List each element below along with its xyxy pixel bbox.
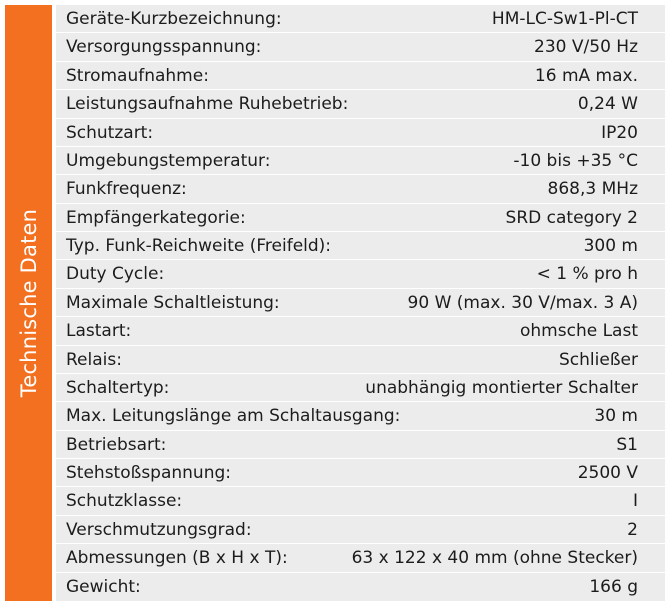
- spec-label: Versorgungsspannung:: [66, 37, 262, 58]
- spec-value: 0,24 W: [577, 94, 638, 115]
- spec-label: Funkfrequenz:: [66, 179, 187, 200]
- table-row: [56, 459, 665, 487]
- spec-value: 2500 V: [577, 463, 638, 484]
- spec-value: SRD category 2: [505, 207, 638, 228]
- table-row: [56, 232, 665, 260]
- spec-label: Schutzart:: [66, 122, 154, 143]
- spec-label: Lastart:: [66, 321, 132, 342]
- spec-value: 300 m: [583, 236, 638, 257]
- spec-value: 2: [627, 519, 638, 540]
- spec-value: -10 bis +35 °C: [513, 150, 638, 171]
- section-title: Technische Daten: [16, 208, 41, 398]
- table-row: [56, 175, 665, 203]
- spec-value: 230 V/50 Hz: [534, 37, 638, 58]
- spec-value: 166 g: [589, 576, 638, 597]
- spec-value: 868,3 MHz: [547, 179, 638, 200]
- table-row: [56, 544, 665, 572]
- spec-label: Maximale Schaltleistung:: [66, 292, 280, 313]
- table-row: [56, 289, 665, 317]
- table-row: [56, 573, 665, 601]
- spec-label: Max. Leitungslänge am Schaltausgang:: [66, 406, 401, 427]
- spec-value: S1: [616, 434, 638, 455]
- spec-value: 90 W (max. 30 V/max. 3 A): [407, 292, 638, 313]
- table-row: [56, 204, 665, 232]
- spec-value: HM-LC-Sw1-Pl-CT: [491, 9, 638, 29]
- spec-label: Betriebsart:: [66, 434, 167, 455]
- spec-value: < 1 % pro h: [536, 264, 638, 285]
- spec-value: 16 mA max.: [534, 65, 638, 86]
- table-row: [56, 5, 665, 33]
- table-row: [56, 487, 665, 515]
- spec-label: Typ. Funk-Reichweite (Freifeld):: [66, 236, 332, 257]
- spec-label: Empfängerkategorie:: [66, 207, 246, 228]
- table-row: [56, 33, 665, 61]
- spec-label: Abmessungen (B x H x T):: [66, 548, 288, 569]
- spec-label: Schutzklasse:: [66, 491, 183, 512]
- table-row: [56, 260, 665, 288]
- table-row: [56, 119, 665, 147]
- table-row: [56, 90, 665, 118]
- spec-label: Leistungsaufnahme Ruhebetrieb:: [66, 94, 349, 115]
- spec-label: Gewicht:: [66, 576, 141, 597]
- spec-value: I: [632, 491, 638, 512]
- spec-label: Relais:: [66, 349, 122, 370]
- spec-label: Stromaufnahme:: [66, 65, 209, 86]
- table-row: [56, 346, 665, 374]
- spec-value: Schließer: [559, 349, 638, 370]
- table-row: [56, 374, 665, 402]
- spec-value: unabhängig montierter Schalter: [365, 377, 638, 398]
- spec-value: IP20: [601, 122, 638, 143]
- spec-label: Umgebungstemperatur:: [66, 150, 271, 171]
- spec-label: Duty Cycle:: [66, 264, 165, 285]
- table-row: [56, 402, 665, 430]
- table-row: [56, 147, 665, 175]
- section-sidebar: [5, 5, 52, 601]
- spec-value: 63 x 122 x 40 mm (ohne Stecker): [351, 548, 638, 569]
- table-row: [56, 516, 665, 544]
- table-row: [56, 317, 665, 345]
- spec-value: ohmsche Last: [520, 321, 638, 342]
- table-row: [56, 431, 665, 459]
- table-row: [56, 62, 665, 90]
- specifications-table: [56, 5, 665, 601]
- spec-label: Stehstoßspannung:: [66, 463, 232, 484]
- spec-label: Verschmutzungsgrad:: [66, 519, 252, 540]
- spec-label: Geräte-Kurzbezeichnung:: [66, 9, 282, 29]
- spec-value: 30 m: [594, 406, 638, 427]
- spec-label: Schaltertyp:: [66, 377, 170, 398]
